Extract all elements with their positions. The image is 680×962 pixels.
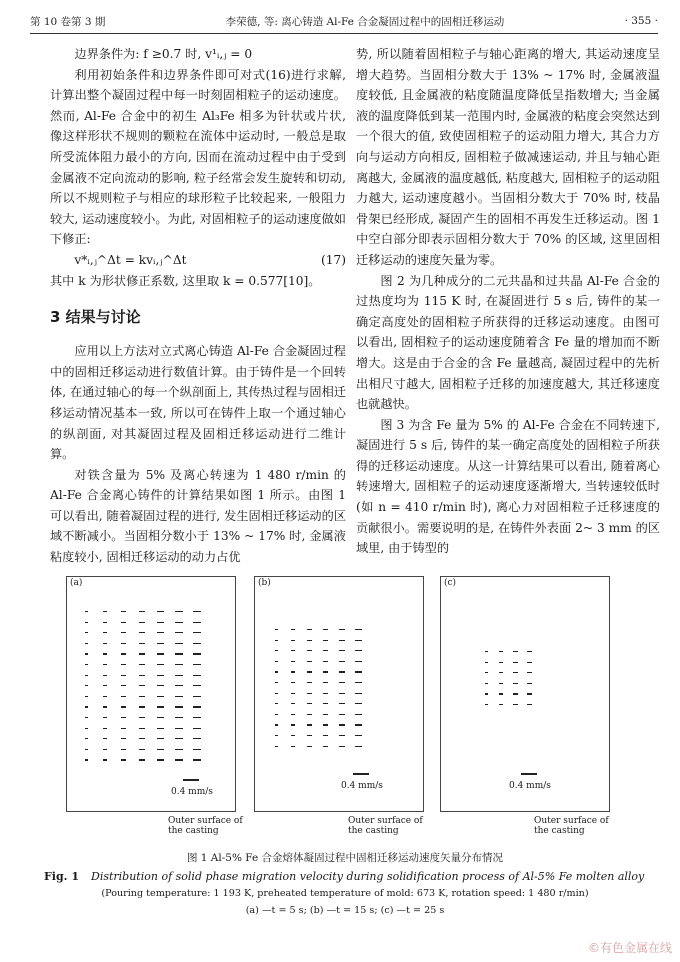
velocity-vector bbox=[85, 738, 88, 739]
velocity-vector bbox=[339, 650, 345, 651]
velocity-vector bbox=[527, 683, 532, 684]
velocity-vector bbox=[355, 661, 362, 662]
velocity-vector bbox=[275, 735, 278, 736]
paragraph-results: 对铁含量为 5% 及离心转速为 1 480 r/min 的 Al-Fe 合金离心铸件的计算结果如图 1 所示。由图 1 可以看出, 随着凝固过程的进行, 发生固相迁移运动的区域不断减小。当固相分数小于 13% ~ 17% 时, 金属液粘度较小, 固相迁移运动的动力占优 bbox=[50, 467, 346, 565]
velocity-vector bbox=[157, 611, 164, 612]
velocity-vector bbox=[513, 693, 518, 694]
velocity-vector bbox=[175, 696, 183, 697]
scale-bar bbox=[183, 779, 199, 781]
velocity-vector bbox=[291, 724, 295, 725]
article-running-title: 李荣德, 等: 离心铸造 Al-Fe 合金凝固过程中的固相迁移运动 bbox=[225, 15, 505, 28]
velocity-vector bbox=[307, 671, 312, 672]
velocity-vector bbox=[175, 611, 183, 612]
paragraph-shape-factor: 其中 k 为形状修正系数, 这里取 k = 0.577[10]。 bbox=[50, 273, 321, 288]
velocity-vector bbox=[275, 650, 278, 651]
velocity-vector bbox=[121, 738, 126, 739]
velocity-vector bbox=[339, 629, 345, 630]
velocity-vector bbox=[85, 675, 88, 676]
velocity-vector bbox=[139, 696, 145, 697]
equation-text: v*ᵢ,ⱼ^Δt = kvᵢ,ⱼ^Δt bbox=[74, 252, 187, 267]
velocity-vector bbox=[339, 682, 345, 683]
velocity-vector bbox=[193, 653, 201, 654]
velocity-vector bbox=[175, 749, 183, 750]
velocity-vector bbox=[499, 704, 503, 705]
velocity-vector bbox=[339, 703, 345, 704]
velocity-vector bbox=[121, 643, 126, 644]
velocity-vector bbox=[339, 640, 345, 641]
section-title: 3 结果与讨论 bbox=[50, 308, 141, 327]
paragraph-continued: 势, 所以随着固相粒子与轴心距离的增大, 其运动速度呈增大趋势。当固相分数大于 13% ~ 17% 时, 金属液温度较低, 且金属液的粘度随温度降低呈指数增大; 当金属液的温度降低到某一范围内时, 金属液的粘度会突然达到一个很大的值, 致使固相粒子的运动阻力增大, 其合力方向与运动方向相反, 固相粒子做减速运动, 并且与轴心距离越大, 金属液的温度越低, 粘度越大, 固相粒子的运动阻力越大, 运动速度越小。当固相分数大于 70% 时, 枝晶骨架已经形成, 凝固产生的固相不再发生迁移运动。图 1 中空白部分即表示固相分数大于 70% 的区域, 这里固相迁移运动的速度矢量为零。 bbox=[356, 47, 660, 267]
velocity-vector bbox=[175, 706, 183, 707]
velocity-vector bbox=[193, 643, 201, 644]
velocity-vector bbox=[121, 717, 126, 718]
velocity-vector bbox=[355, 714, 362, 715]
velocity-vector bbox=[139, 675, 145, 676]
velocity-vector bbox=[339, 693, 345, 694]
velocity-vector bbox=[121, 653, 126, 654]
velocity-vector bbox=[485, 662, 488, 663]
velocity-vector bbox=[275, 703, 278, 704]
velocity-vector bbox=[139, 632, 145, 633]
velocity-vector bbox=[193, 728, 201, 729]
caption-english bbox=[30, 870, 660, 883]
velocity-vector bbox=[85, 759, 88, 760]
velocity-vector bbox=[175, 643, 183, 644]
velocity-vector bbox=[139, 611, 145, 612]
velocity-vector bbox=[175, 759, 183, 760]
velocity-vector bbox=[323, 661, 328, 662]
velocity-vector bbox=[339, 661, 345, 662]
velocity-vector bbox=[291, 682, 295, 683]
velocity-vector bbox=[307, 640, 312, 641]
velocity-vector bbox=[193, 622, 201, 623]
caption-parameters: (Pouring temperature: 1 193 K, preheated temperature of mold: 673 K, rotation speed: 1 480 r/min) bbox=[101, 888, 589, 899]
velocity-vector bbox=[157, 622, 164, 623]
velocity-vector bbox=[103, 717, 107, 718]
velocity-vector bbox=[513, 662, 518, 663]
velocity-vector bbox=[307, 746, 312, 747]
velocity-vector bbox=[139, 759, 145, 760]
velocity-vector bbox=[339, 724, 345, 725]
velocity-vector bbox=[103, 685, 107, 686]
velocity-vector bbox=[485, 704, 488, 705]
velocity-vector bbox=[355, 735, 362, 736]
velocity-vector bbox=[499, 683, 503, 684]
velocity-vector bbox=[121, 728, 126, 729]
velocity-vector bbox=[291, 671, 295, 672]
velocity-vector bbox=[157, 738, 164, 739]
panel-label: (a) bbox=[70, 578, 83, 588]
velocity-vector bbox=[85, 611, 88, 612]
velocity-vector bbox=[193, 738, 201, 739]
velocity-vector bbox=[175, 622, 183, 623]
velocity-vector bbox=[291, 693, 295, 694]
journal-volume: 第 10 卷第 3 期 bbox=[30, 15, 106, 28]
velocity-vector bbox=[193, 696, 201, 697]
velocity-vector bbox=[103, 706, 107, 707]
velocity-vector bbox=[307, 724, 312, 725]
velocity-vector bbox=[85, 653, 88, 654]
velocity-vector bbox=[85, 728, 88, 729]
velocity-vector bbox=[157, 675, 164, 676]
velocity-vector bbox=[85, 749, 88, 750]
paragraph-solution: 利用初始条件和边界条件即可对式(16)进行求解, 计算出整个凝固过程中每一时刻固相粒子的运动速度。然而, Al-Fe 合金中的初生 Al₃Fe 相多为针状或片状, 像这样形状不规则的颗粒在流体中运动时, 一般总是取所受流体阻力最小的方向, 因而在流动过程中由于受到金属液不定向流动的影响, 粒子经常会发生旋转和切动, 所以不规则粒子与相应的球形粒子比较起来, 一般阻力较大, 运动速度较小。为此, 对固相粒子的运动速度做如下修正: bbox=[50, 67, 346, 247]
velocity-vector bbox=[103, 738, 107, 739]
velocity-vector bbox=[355, 724, 362, 725]
scale-bar bbox=[353, 773, 369, 775]
velocity-vector bbox=[291, 746, 295, 747]
velocity-vector bbox=[323, 746, 328, 747]
velocity-vector bbox=[527, 693, 532, 694]
velocity-vector bbox=[499, 662, 503, 663]
velocity-vector bbox=[157, 664, 164, 665]
velocity-vector bbox=[275, 746, 278, 747]
velocity-vector bbox=[355, 746, 362, 747]
page-number: · 355 · bbox=[624, 15, 658, 27]
velocity-vector bbox=[307, 650, 312, 651]
velocity-vector bbox=[193, 749, 201, 750]
equation-17 bbox=[50, 250, 346, 271]
panel-c bbox=[440, 576, 610, 812]
velocity-vector bbox=[103, 696, 107, 697]
velocity-vector bbox=[103, 653, 107, 654]
scale-bar bbox=[521, 773, 537, 775]
velocity-vector bbox=[193, 632, 201, 633]
velocity-vector bbox=[85, 706, 88, 707]
velocity-vector bbox=[175, 717, 183, 718]
velocity-vector bbox=[175, 653, 183, 654]
figure-1 bbox=[48, 572, 638, 842]
velocity-vector bbox=[275, 724, 278, 725]
velocity-vector bbox=[323, 629, 328, 630]
velocity-vector bbox=[121, 759, 126, 760]
velocity-vector bbox=[527, 672, 532, 673]
velocity-vector bbox=[485, 683, 488, 684]
velocity-vector bbox=[527, 662, 532, 663]
velocity-vector bbox=[323, 735, 328, 736]
velocity-vector bbox=[291, 640, 295, 641]
outer-surface-label: Outer surface of the casting bbox=[168, 816, 243, 836]
velocity-vector bbox=[121, 685, 126, 686]
velocity-vector bbox=[157, 706, 164, 707]
velocity-vector bbox=[291, 629, 295, 630]
header-rule bbox=[30, 33, 658, 34]
velocity-vector bbox=[355, 682, 362, 683]
velocity-vector bbox=[291, 650, 295, 651]
velocity-vector bbox=[355, 703, 362, 704]
velocity-vector bbox=[175, 728, 183, 729]
velocity-vector bbox=[275, 682, 278, 683]
velocity-vector bbox=[157, 632, 164, 633]
velocity-vector bbox=[193, 611, 201, 612]
velocity-vector bbox=[103, 611, 107, 612]
velocity-vector bbox=[485, 672, 488, 673]
velocity-vector bbox=[291, 661, 295, 662]
velocity-vector bbox=[307, 629, 312, 630]
velocity-vector bbox=[103, 749, 107, 750]
velocity-vector bbox=[291, 735, 295, 736]
velocity-vector bbox=[513, 672, 518, 673]
velocity-vector bbox=[307, 703, 312, 704]
paragraph-fig2: 图 2 为几种成分的二元共晶和过共晶 Al-Fe 合金的过热度均为 115 K 时, 在凝固进行 5 s 后, 铸件的某一确定高度处的固相粒子所获得的迁移运动速度。由图可以看出, 固相粒子的运动速度随着含 Fe 量的增加而不断增大。这是由于合金的含 Fe 量越高, 凝固过程中的先析出相尺寸越大, 固相粒子迁移的加速度越大, 其迁移速度也就越快。 bbox=[356, 273, 660, 412]
velocity-vector bbox=[85, 664, 88, 665]
caption-panels: (a) —t = 5 s; (b) —t = 15 s; (c) —t = 25 s bbox=[245, 905, 445, 916]
velocity-vector bbox=[139, 717, 145, 718]
velocity-vector bbox=[157, 696, 164, 697]
velocity-vector bbox=[193, 675, 201, 676]
velocity-vector bbox=[85, 622, 88, 623]
velocity-vector bbox=[307, 714, 312, 715]
velocity-vector bbox=[85, 685, 88, 686]
velocity-vector bbox=[323, 671, 328, 672]
scale-label: 0.4 mm/s bbox=[341, 781, 383, 791]
velocity-vector bbox=[307, 661, 312, 662]
velocity-vector bbox=[139, 685, 145, 686]
velocity-vector bbox=[139, 643, 145, 644]
velocity-vector bbox=[103, 643, 107, 644]
velocity-vector bbox=[339, 735, 345, 736]
velocity-vector bbox=[193, 717, 201, 718]
right-column bbox=[356, 44, 660, 559]
velocity-vector bbox=[499, 651, 503, 652]
velocity-vector bbox=[139, 749, 145, 750]
velocity-vector bbox=[275, 661, 278, 662]
velocity-vector bbox=[323, 703, 328, 704]
panel-a bbox=[66, 576, 236, 812]
velocity-vector bbox=[157, 643, 164, 644]
velocity-vector bbox=[139, 653, 145, 654]
velocity-vector bbox=[85, 632, 88, 633]
velocity-vector bbox=[139, 728, 145, 729]
velocity-vector bbox=[323, 693, 328, 694]
velocity-vector bbox=[323, 714, 328, 715]
velocity-vector bbox=[193, 706, 201, 707]
velocity-vector bbox=[157, 749, 164, 750]
velocity-vector bbox=[355, 640, 362, 641]
velocity-vector bbox=[121, 622, 126, 623]
left-column bbox=[50, 44, 346, 568]
velocity-vector bbox=[323, 724, 328, 725]
velocity-vector bbox=[275, 714, 278, 715]
velocity-vector bbox=[157, 759, 164, 760]
velocity-vector bbox=[103, 675, 107, 676]
velocity-vector bbox=[85, 717, 88, 718]
velocity-vector bbox=[121, 664, 126, 665]
velocity-vector bbox=[121, 611, 126, 612]
velocity-vector bbox=[355, 693, 362, 694]
velocity-vector bbox=[513, 651, 518, 652]
velocity-vector bbox=[157, 717, 164, 718]
velocity-vector bbox=[139, 738, 145, 739]
caption-english-text: Distribution of solid phase migration velocity during solidification process of Al-5% Fe molten alloy bbox=[91, 870, 645, 883]
velocity-vector bbox=[175, 685, 183, 686]
velocity-vector bbox=[307, 693, 312, 694]
velocity-vector bbox=[323, 640, 328, 641]
caption-chinese: 图 1 Al-5% Fe 合金熔体凝固过程中固相迁移运动速度矢量分布情况 bbox=[186, 852, 504, 864]
velocity-vector bbox=[527, 651, 532, 652]
watermark: ©有色金属在线 bbox=[587, 941, 672, 955]
velocity-vector bbox=[103, 759, 107, 760]
velocity-vector bbox=[157, 728, 164, 729]
velocity-vector bbox=[275, 671, 278, 672]
scale-label: 0.4 mm/s bbox=[171, 787, 213, 797]
velocity-vector bbox=[193, 759, 201, 760]
velocity-vector bbox=[513, 704, 518, 705]
velocity-vector bbox=[175, 632, 183, 633]
boundary-condition: 边界条件为: f ≥0.7 时, v¹ᵢ,ⱼ = 0 bbox=[74, 47, 253, 61]
velocity-vector bbox=[291, 714, 295, 715]
running-header bbox=[30, 12, 658, 30]
velocity-vector bbox=[103, 728, 107, 729]
velocity-vector bbox=[291, 703, 295, 704]
velocity-vector bbox=[339, 714, 345, 715]
velocity-vector bbox=[193, 685, 201, 686]
velocity-vector bbox=[85, 696, 88, 697]
paragraph-fig3: 图 3 为含 Fe 量为 5% 的 Al-Fe 合金在不同转速下, 凝固进行 5 s 后, 铸件的某一确定高度处的固相粒子所获得的迁移运动速度。从这一计算结果可以看出, 随着离心转速增大, 固相粒子的运动速度逐渐增大, 当转速较低时(如 n = 410 r/min 时), 离心力对固相粒子迁移速度的贡献很小。需要说明的是, 在铸件外表面 2~ 3 mm 的区域里, 由于铸型的 bbox=[356, 417, 660, 556]
velocity-vector bbox=[175, 675, 183, 676]
velocity-vector bbox=[499, 693, 503, 694]
panel-b bbox=[254, 576, 424, 812]
velocity-vector bbox=[307, 682, 312, 683]
velocity-vector bbox=[275, 693, 278, 694]
velocity-vector bbox=[485, 693, 488, 694]
velocity-vector bbox=[139, 706, 145, 707]
velocity-vector bbox=[355, 650, 362, 651]
velocity-vector bbox=[513, 683, 518, 684]
velocity-vector bbox=[175, 664, 183, 665]
velocity-vector bbox=[103, 632, 107, 633]
paragraph-method: 应用以上方法对立式离心铸造 Al-Fe 合金凝固过程中的固相迁移运动进行数值计算。由于铸件是一个回转体, 在通过轴心的每一个纵剖面上, 其传热过程与固相迁移运动情况基本一致, 所以可在铸件上取一个通过轴心的纵剖面, 对其凝固过程及固相迁移运动进行二维计算。 bbox=[50, 344, 346, 462]
velocity-vector bbox=[121, 696, 126, 697]
caption-figure-label: Fig. 1 bbox=[44, 870, 79, 883]
velocity-vector bbox=[121, 706, 126, 707]
velocity-vector bbox=[355, 671, 362, 672]
velocity-vector bbox=[499, 672, 503, 673]
outer-surface-label: Outer surface of the casting bbox=[534, 816, 609, 836]
velocity-vector bbox=[139, 664, 145, 665]
velocity-vector bbox=[275, 640, 278, 641]
velocity-vector bbox=[175, 738, 183, 739]
panel-label: (b) bbox=[258, 578, 271, 588]
velocity-vector bbox=[121, 675, 126, 676]
velocity-vector bbox=[485, 651, 488, 652]
velocity-vector bbox=[307, 735, 312, 736]
velocity-vector bbox=[121, 749, 126, 750]
velocity-vector bbox=[323, 682, 328, 683]
velocity-vector bbox=[339, 671, 345, 672]
velocity-vector bbox=[103, 664, 107, 665]
outer-surface-label: Outer surface of the casting bbox=[348, 816, 423, 836]
velocity-vector bbox=[139, 622, 145, 623]
equation-number: (17) bbox=[320, 252, 346, 267]
velocity-vector bbox=[323, 650, 328, 651]
scale-label: 0.4 mm/s bbox=[509, 781, 551, 791]
velocity-vector bbox=[339, 746, 345, 747]
velocity-vector bbox=[527, 704, 532, 705]
panel-label: (c) bbox=[444, 578, 457, 588]
velocity-vector bbox=[85, 643, 88, 644]
velocity-vector bbox=[193, 664, 201, 665]
velocity-vector bbox=[103, 622, 107, 623]
velocity-vector bbox=[275, 629, 278, 630]
velocity-vector bbox=[157, 653, 164, 654]
velocity-vector bbox=[121, 632, 126, 633]
figure-caption bbox=[30, 850, 660, 916]
velocity-vector bbox=[157, 685, 164, 686]
velocity-vector bbox=[355, 629, 362, 630]
